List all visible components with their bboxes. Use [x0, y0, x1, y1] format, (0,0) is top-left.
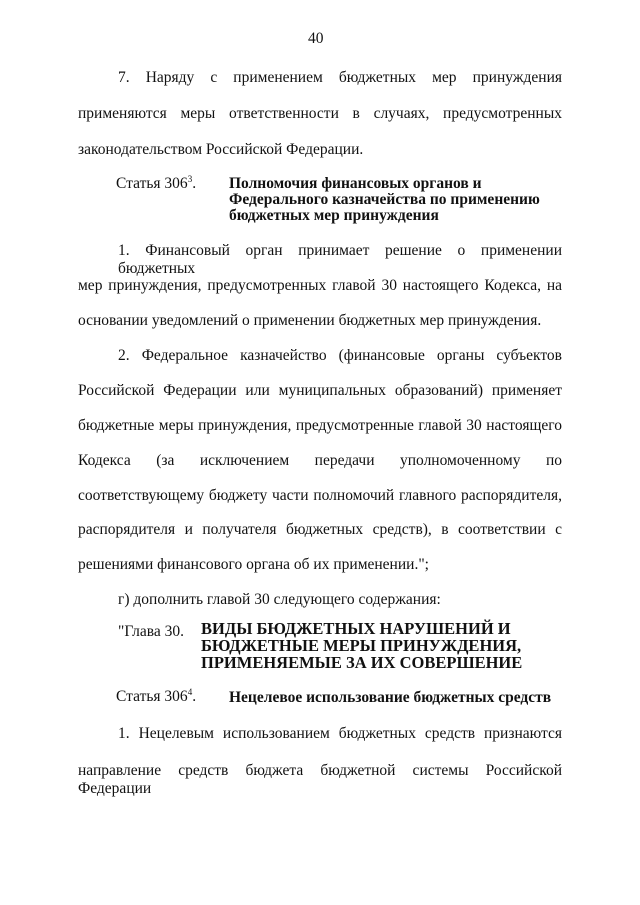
paragraph-7-line: 7. Наряду с применением бюджетных мер принуждения	[118, 69, 562, 86]
article-superscript: 4	[187, 687, 193, 697]
article-label-suffix: .	[192, 688, 197, 705]
paragraph-line: направление средств бюджета бюджетной системы Российской Федерации	[78, 762, 562, 797]
article-label-text: Статья 306	[116, 175, 188, 192]
chapter-title-line: ВИДЫ БЮДЖЕТНЫХ НАРУШЕНИЙ И	[201, 619, 511, 638]
article-title: Нецелевое использование бюджетных средств	[229, 689, 552, 706]
paragraph-line: распорядителя и получателя бюджетных средств), в соответствии с	[78, 521, 562, 538]
paragraph-7-line: применяются меры ответственности в случаях, предусмотренных	[78, 105, 562, 122]
paragraph-line: Российской Федерации или муниципальных образований) применяет	[78, 382, 562, 399]
article-title-line: бюджетных мер принуждения	[229, 207, 439, 224]
article-label-suffix: .	[192, 175, 197, 192]
article-label-text: Статья 306	[116, 688, 188, 705]
paragraph-line: бюджетные меры принуждения, предусмотренные главой 30 настоящего	[78, 417, 562, 434]
article-title-line: Полномочия финансовых органов и	[229, 175, 482, 192]
paragraph-line: соответствующему бюджету части полномочий главного распорядителя,	[78, 487, 562, 504]
chapter-title-line: БЮДЖЕТНЫЕ МЕРЫ ПРИНУЖДЕНИЯ,	[201, 636, 522, 655]
paragraph-line: 1. Нецелевым использованием бюджетных средств признаются	[118, 725, 562, 742]
paragraph-line: 2. Федеральное казначейство (финансовые органы субъектов	[118, 347, 562, 364]
paragraph-line: Кодекса (за исключением передачи уполномоченному по	[78, 452, 562, 469]
item-g: г) дополнить главой 30 следующего содержания:	[118, 591, 441, 608]
article-label	[116, 175, 196, 193]
paragraph-line: 1. Финансовый орган принимает решение о применении бюджетных	[118, 242, 562, 277]
paragraph-line: основании уведомлений о применении бюджетных мер принуждения.	[78, 312, 542, 329]
article-label	[116, 688, 196, 706]
chapter-label: "Глава 30.	[118, 623, 184, 640]
chapter-title-line: ПРИМЕНЯЕМЫЕ ЗА ИХ СОВЕРШЕНИЕ	[201, 653, 523, 672]
page-number: 40	[308, 30, 324, 47]
paragraph-line: мер принуждения, предусмотренных главой 30 настоящего Кодекса, на	[78, 277, 562, 294]
paragraph-line: решениями финансового органа об их применении.";	[78, 556, 429, 573]
article-title-line: Федерального казначейства по применению	[229, 191, 540, 208]
article-superscript: 3	[187, 174, 193, 184]
paragraph-7-line: законодательством Российской Федерации.	[78, 141, 364, 158]
